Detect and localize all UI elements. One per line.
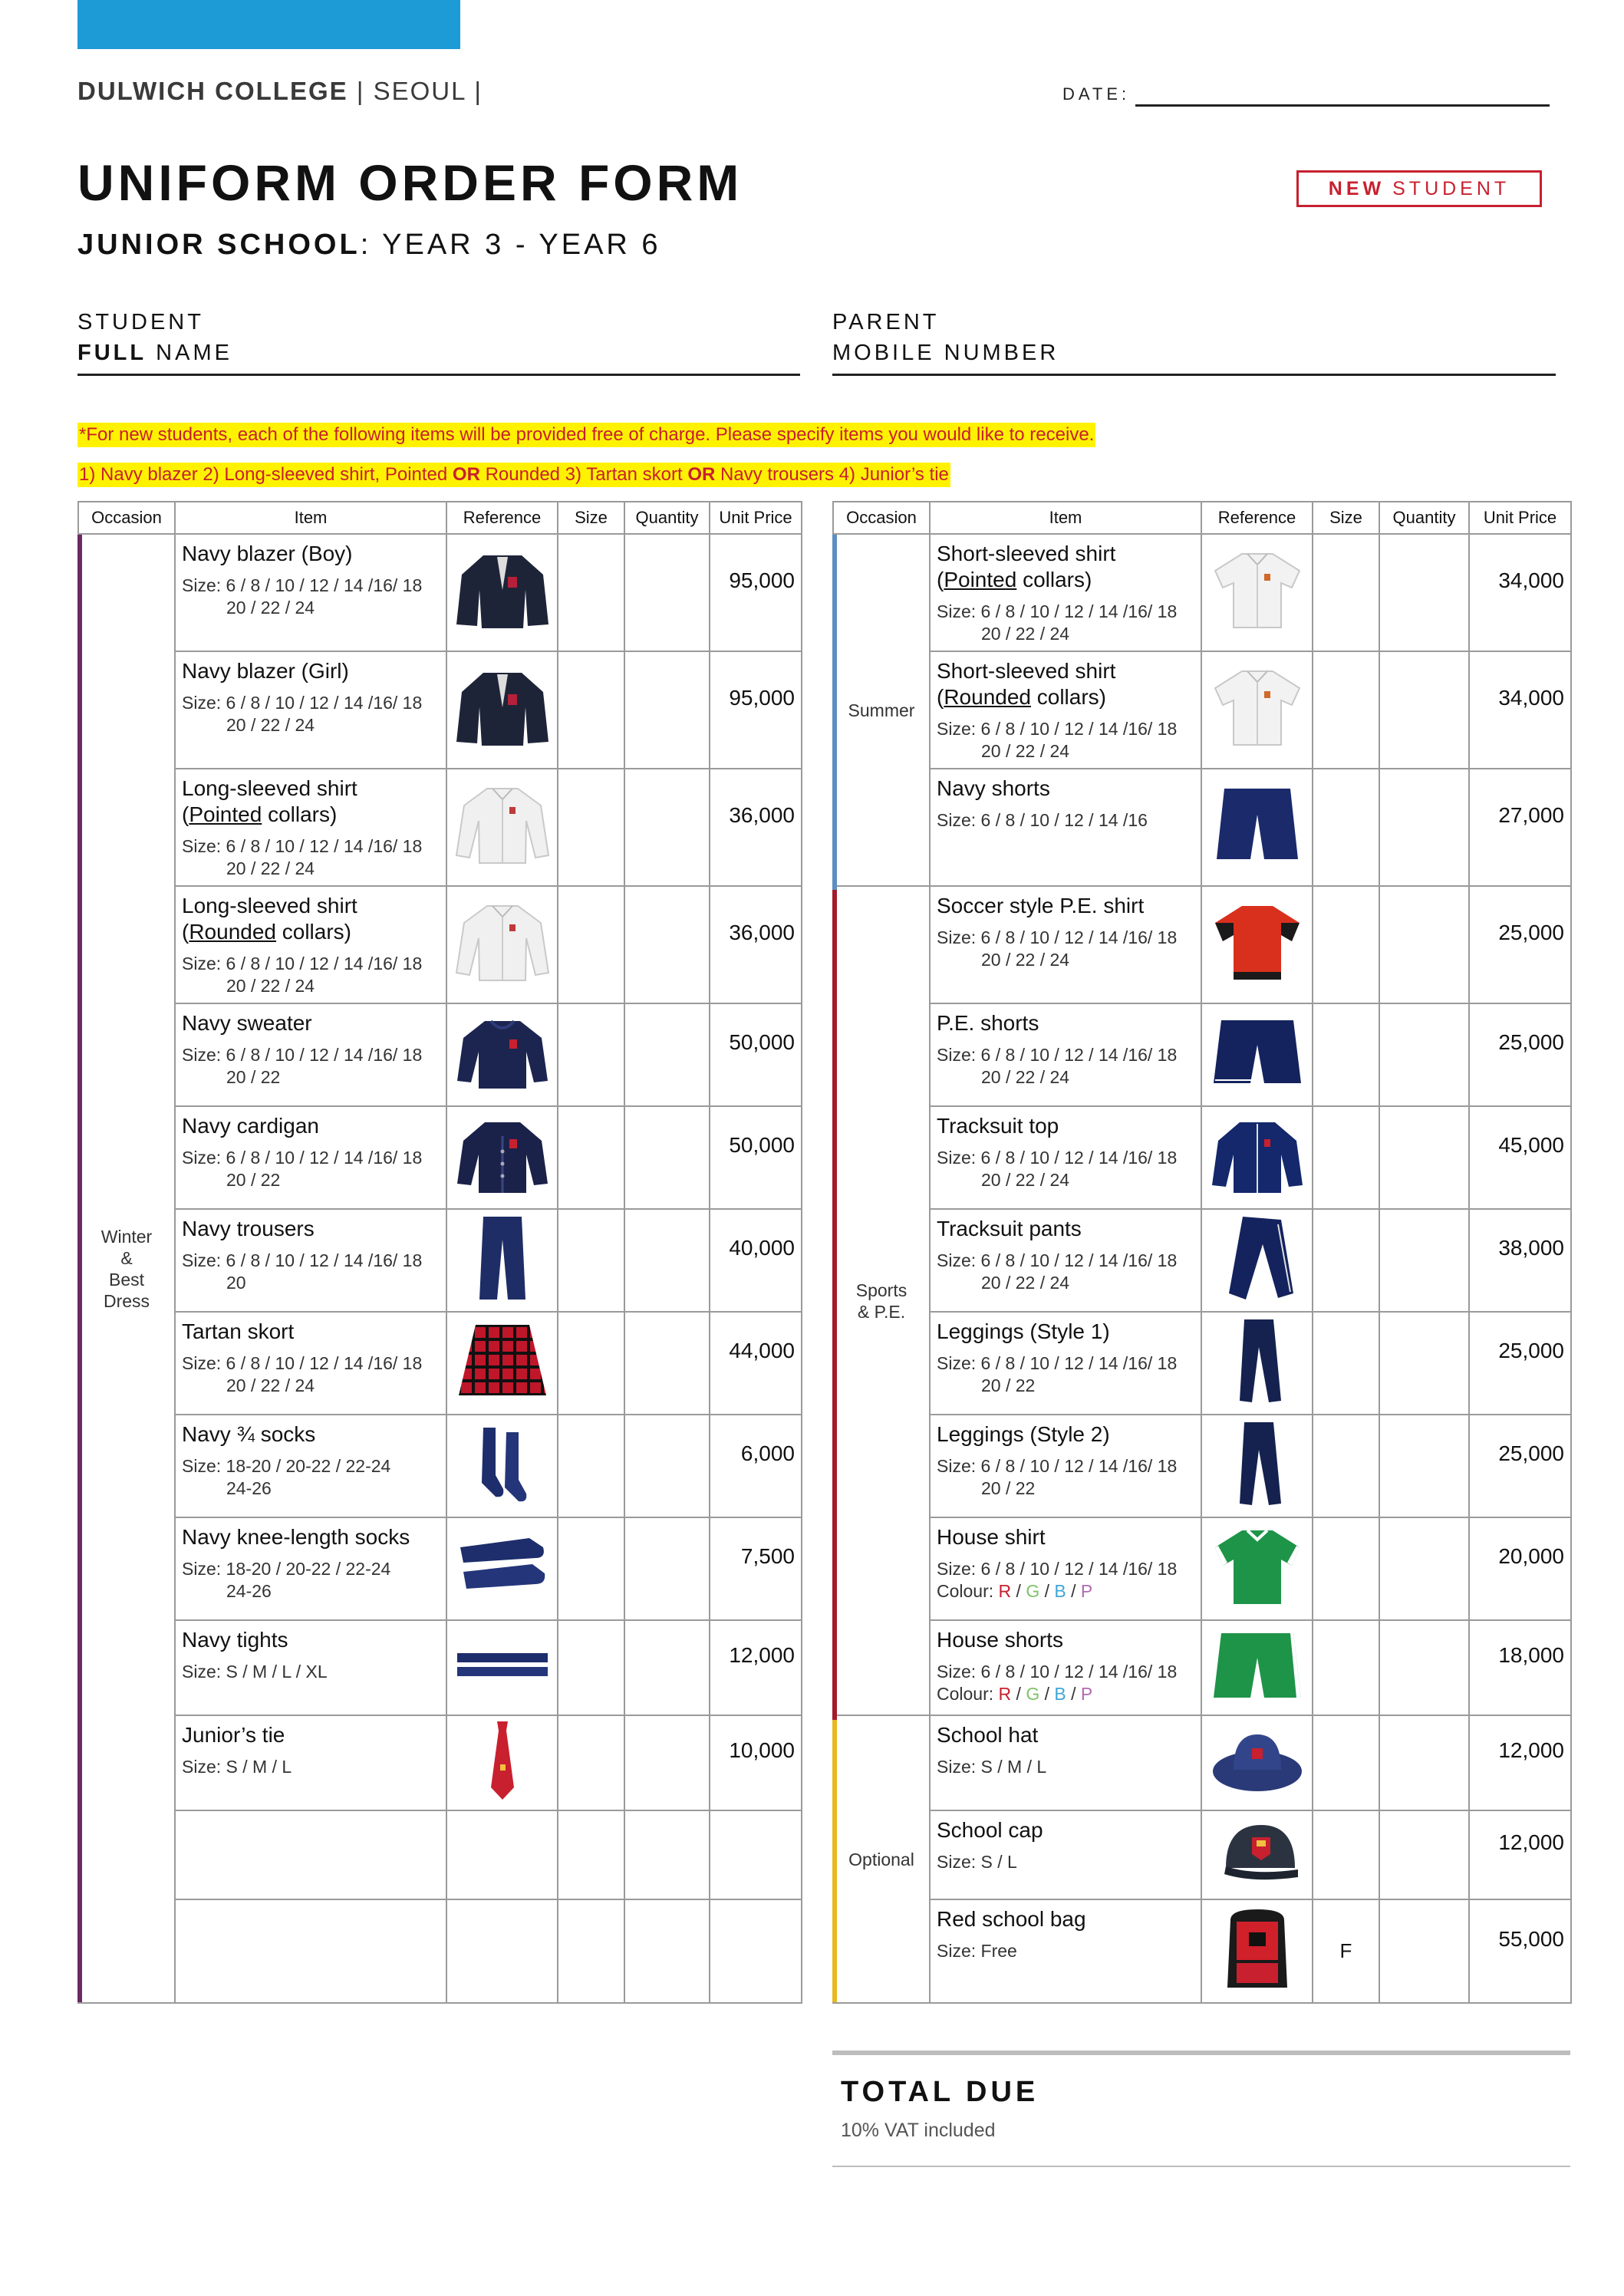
reference-image [446, 1415, 558, 1517]
item-cell [175, 1209, 446, 1312]
quantity-input[interactable] [624, 1810, 710, 1899]
quantity-input[interactable] [1379, 651, 1469, 769]
size-input[interactable] [558, 1106, 624, 1209]
unit-price: 12,000 [1469, 1715, 1571, 1810]
table-header-row [78, 502, 802, 534]
unit-price: 18,000 [1469, 1620, 1571, 1715]
reference-image [446, 1620, 558, 1715]
table-row [833, 1106, 1571, 1209]
size-input[interactable] [558, 1810, 624, 1899]
size-input[interactable] [1313, 1106, 1379, 1209]
unit-price: 55,000 [1469, 1899, 1571, 2003]
short-shirt-icon [1207, 614, 1307, 637]
quantity-input[interactable] [624, 651, 710, 769]
col-occasion: Occasion [833, 502, 930, 534]
occasion-sports: Sports & P.E. [833, 886, 930, 1715]
item-name: Navy blazer (Girl) [182, 659, 349, 683]
item-size: Size: 6 / 8 / 10 / 12 / 14 /16/ 18 20 / 22 [182, 1148, 423, 1190]
socks-icon [453, 1487, 552, 1510]
table-row [78, 1715, 802, 1810]
unit-price: 20,000 [1469, 1517, 1571, 1620]
table-row [833, 1209, 1571, 1312]
reference-image [1201, 1415, 1313, 1517]
unit-price: 25,000 [1469, 1415, 1571, 1517]
item-cell [930, 651, 1201, 769]
item-name: Long-sleeved shirt (Pointed collars) [182, 776, 357, 826]
item-name: Tracksuit pants [937, 1217, 1082, 1240]
item-cell [175, 534, 446, 651]
item-cell [175, 1620, 446, 1715]
pe-shorts-icon [1207, 1072, 1307, 1095]
col-occasion: Occasion [78, 502, 175, 534]
student-name-field[interactable] [77, 374, 800, 376]
vat-note: 10% VAT included [841, 2120, 996, 2141]
item-cell[interactable] [175, 1810, 446, 1899]
unit-price [710, 1899, 802, 2003]
size-input[interactable] [1313, 1517, 1379, 1620]
item-name: Tartan skort [182, 1319, 295, 1343]
item-name: Long-sleeved shirt (Rounded collars) [182, 894, 357, 944]
item-cell [175, 1312, 446, 1415]
total-bottom-rule [832, 2166, 1570, 2167]
short-shirt-icon [1207, 731, 1307, 754]
quantity-input[interactable] [624, 1106, 710, 1209]
winter-occasion-bar [77, 535, 82, 2002]
item-name: Leggings (Style 1) [937, 1319, 1110, 1343]
item-name: Navy ¾ socks [182, 1422, 316, 1446]
item-size: Size: 18-20 / 20-22 / 22-24 24-26 [182, 1456, 391, 1498]
item-name: Short-sleeved shirt (Pointed collars) [937, 542, 1116, 591]
item-size: Size: 6 / 8 / 10 / 12 / 14 /16/ 18 20 / 22 / 24 [937, 1045, 1178, 1087]
item-name: Short-sleeved shirt (Rounded collars) [937, 659, 1116, 709]
table-row [78, 1899, 802, 2003]
item-cell [930, 886, 1201, 1003]
quantity-input[interactable] [624, 1715, 710, 1810]
pe-shirt-icon [1207, 966, 1307, 989]
unit-price: 50,000 [710, 1003, 802, 1106]
item-cell [175, 1003, 446, 1106]
item-size: Size: 6 / 8 / 10 / 12 / 14 /16/ 18 20 / 22 / 24 [182, 836, 423, 878]
total-top-rule [832, 2051, 1570, 2055]
reference-image [446, 886, 558, 1003]
size-input[interactable] [558, 886, 624, 1003]
knee-socks-icon [453, 1590, 552, 1613]
quantity-input[interactable] [624, 1003, 710, 1106]
reference-image [1201, 1517, 1313, 1620]
size-input[interactable] [558, 1620, 624, 1715]
table-row [78, 1415, 802, 1517]
tights-icon [453, 1678, 552, 1701]
winter-order-table [77, 501, 802, 2004]
unit-price: 95,000 [710, 534, 802, 651]
item-size: Size: 6 / 8 / 10 / 12 / 14 /16/ 18 20 / 22 / 24 [937, 927, 1178, 970]
quantity-input[interactable] [1379, 1106, 1469, 1209]
size-input[interactable] [558, 1415, 624, 1517]
reference-image [1201, 1003, 1313, 1106]
quantity-input[interactable] [1379, 1517, 1469, 1620]
col-size: Size [1313, 502, 1379, 534]
unit-price: 12,000 [1469, 1810, 1571, 1899]
col-unit-price: Unit Price [710, 502, 802, 534]
item-size: Size: 18-20 / 20-22 / 22-24 24-26 [182, 1559, 391, 1601]
total-due-label: TOTAL DUE [841, 2076, 1039, 2108]
table-row [78, 1209, 802, 1312]
reference-image [1201, 886, 1313, 1003]
table-row [78, 534, 802, 651]
sports-occasion-bar [832, 890, 837, 1720]
item-size: Size: S / L [937, 1852, 1017, 1872]
table-row [833, 1003, 1571, 1106]
size-input[interactable] [558, 1209, 624, 1312]
long-shirt-icon [453, 848, 552, 871]
unit-price: 25,000 [1469, 1003, 1571, 1106]
table-row [833, 1899, 1571, 2003]
quantity-input[interactable] [1379, 1810, 1469, 1899]
backpack-icon [1207, 1975, 1307, 1998]
table-row [833, 886, 1571, 1003]
unit-price: 25,000 [1469, 1312, 1571, 1415]
unit-price: 12,000 [710, 1620, 802, 1715]
unit-price: 44,000 [710, 1312, 802, 1415]
parent-mobile-field[interactable] [832, 374, 1556, 376]
occasion-winter: Winter & Best Dress [78, 534, 175, 2003]
item-cell[interactable] [175, 1899, 446, 2003]
colour-option-g[interactable]: G [1026, 1684, 1040, 1704]
size-input[interactable] [558, 651, 624, 769]
table-row [833, 769, 1571, 886]
item-name: Navy cardigan [182, 1114, 319, 1138]
table-row [833, 1620, 1571, 1715]
col-size: Size [558, 502, 624, 534]
unit-price: 45,000 [1469, 1106, 1571, 1209]
item-size: Size: 6 / 8 / 10 / 12 / 14 /16/ 18 20 / 22 [937, 1456, 1178, 1498]
size-input[interactable] [558, 1715, 624, 1810]
table-row [78, 1003, 802, 1106]
tracksuit-pants-icon [1207, 1283, 1307, 1306]
item-name: Red school bag [937, 1907, 1086, 1931]
unit-price: 95,000 [710, 651, 802, 769]
unit-price: 34,000 [1469, 651, 1571, 769]
reference-image [446, 1003, 558, 1106]
reference-image [1201, 769, 1313, 886]
table-row [78, 651, 802, 769]
unit-price: 25,000 [1469, 886, 1571, 1003]
size-input[interactable] [558, 769, 624, 886]
reference-image [446, 1715, 558, 1810]
reference-image [446, 1517, 558, 1620]
unit-price: 38,000 [1469, 1209, 1571, 1312]
unit-price: 50,000 [710, 1106, 802, 1209]
quantity-input[interactable] [624, 1415, 710, 1517]
item-cell [930, 1620, 1201, 1715]
item-cell [930, 534, 1201, 651]
hat-icon [1207, 1780, 1307, 1804]
item-name: Navy knee-length socks [182, 1525, 410, 1549]
item-size: Size: Free [937, 1941, 1017, 1961]
item-cell [930, 1715, 1201, 1810]
page-subtitle: JUNIOR SCHOOL: YEAR 3 - YEAR 6 [77, 229, 661, 261]
item-cell [175, 651, 446, 769]
size-input[interactable] [1313, 651, 1379, 769]
house-shirt-icon [1207, 1590, 1307, 1613]
quantity-input[interactable] [624, 1312, 710, 1415]
table-row [78, 1810, 802, 1899]
size-input[interactable] [1313, 886, 1379, 1003]
reference-image [1201, 534, 1313, 651]
item-name: Navy tights [182, 1628, 288, 1652]
quantity-input[interactable] [1379, 769, 1469, 886]
quantity-input[interactable] [624, 1209, 710, 1312]
table-row [833, 1517, 1571, 1620]
unit-price: 10,000 [710, 1715, 802, 1810]
free-items-note: *For new students, each of the following items will be provided free of charge. Please specify items you would like to receive. [77, 423, 1095, 447]
quantity-input[interactable] [1379, 886, 1469, 1003]
date-label: DATE: [1062, 84, 1131, 104]
reference-image [446, 534, 558, 651]
quantity-input[interactable] [1379, 1312, 1469, 1415]
size-input[interactable] [1313, 1620, 1379, 1715]
free-items-list: 1) Navy blazer 2) Long-sleeved shirt, Pointed OR Rounded 3) Tartan skort OR Navy trousers 4) Junior’s tie [77, 463, 950, 487]
table-row [78, 1620, 802, 1715]
size-input[interactable] [1313, 1715, 1379, 1810]
item-cell [175, 1715, 446, 1810]
item-size: Size: 6 / 8 / 10 / 12 / 14 /16 [937, 810, 1148, 830]
size-input[interactable] [558, 1003, 624, 1106]
reference-image [1201, 1715, 1313, 1810]
quantity-input[interactable] [1379, 534, 1469, 651]
cap-icon [1207, 1873, 1307, 1896]
table-row [833, 1312, 1571, 1415]
reference-image [1201, 1209, 1313, 1312]
quantity-input[interactable] [624, 1620, 710, 1715]
table-row [833, 1415, 1571, 1517]
unit-price: 27,000 [1469, 769, 1571, 886]
item-cell [930, 1415, 1201, 1517]
item-cell [930, 1517, 1201, 1620]
size-input[interactable] [558, 534, 624, 651]
trousers-icon [453, 1283, 552, 1306]
table-row [78, 1312, 802, 1415]
size-input[interactable]: F [1313, 1899, 1379, 2003]
item-name: Navy trousers [182, 1217, 315, 1240]
item-name: House shirt [937, 1525, 1046, 1549]
table-row [78, 1106, 802, 1209]
long-shirt-icon [453, 966, 552, 989]
item-name: Junior’s tie [182, 1723, 285, 1747]
item-size: Size: 6 / 8 / 10 / 12 / 14 /16/ 18 20 / 22 / 24 [182, 693, 423, 735]
table-header-row [833, 502, 1571, 534]
reference-image [1201, 1899, 1313, 2003]
colour-option-p[interactable]: P [1080, 1581, 1093, 1601]
table-row [833, 1715, 1571, 1810]
item-cell [175, 769, 446, 886]
item-cell [175, 1106, 446, 1209]
item-name: P.E. shorts [937, 1011, 1039, 1035]
size-input[interactable] [1313, 1003, 1379, 1106]
cardigan-icon [453, 1179, 552, 1202]
reference-image [1201, 1106, 1313, 1209]
item-cell [930, 769, 1201, 886]
quantity-input[interactable] [1379, 1209, 1469, 1312]
reference-image [446, 769, 558, 886]
reference-image [446, 1899, 558, 2003]
item-name: Navy sweater [182, 1011, 312, 1035]
colour-option-r[interactable]: R [998, 1684, 1012, 1704]
item-cell [930, 1899, 1201, 2003]
colour-option-p[interactable]: P [1080, 1684, 1093, 1704]
item-size: Size: 6 / 8 / 10 / 12 / 14 /16/ 18 20 / 22 / 24 [937, 601, 1178, 644]
table-row [78, 769, 802, 886]
quantity-input[interactable] [1379, 1415, 1469, 1517]
col-reference: Reference [1201, 502, 1313, 534]
unit-price: 36,000 [710, 769, 802, 886]
table-row [78, 1517, 802, 1620]
reference-image [1201, 1620, 1313, 1715]
reference-image [1201, 651, 1313, 769]
item-cell [930, 1106, 1201, 1209]
blazer-icon [453, 731, 552, 754]
col-quantity: Quantity [1379, 502, 1469, 534]
table-row [833, 534, 1571, 651]
item-size: Size: 6 / 8 / 10 / 12 / 14 /16/ 18 20 / 22 / 24 [937, 719, 1178, 761]
size-input[interactable] [1313, 1810, 1379, 1899]
skort-icon [453, 1385, 552, 1408]
unit-price [710, 1810, 802, 1899]
leggings-icon [1207, 1386, 1307, 1409]
item-cell [930, 1312, 1201, 1415]
size-input[interactable] [1313, 1312, 1379, 1415]
size-input[interactable] [1313, 534, 1379, 651]
item-size: Size: 6 / 8 / 10 / 12 / 14 /16/ 18 20 / 22 [182, 1045, 423, 1087]
unit-price: 36,000 [710, 886, 802, 1003]
item-size: Size: 6 / 8 / 10 / 12 / 14 /16/ 18 20 / 22 [937, 1353, 1178, 1395]
quantity-input[interactable] [624, 886, 710, 1003]
size-input[interactable] [558, 1899, 624, 2003]
item-cell [930, 1810, 1201, 1899]
tracksuit-top-icon [1207, 1179, 1307, 1202]
table-row [833, 651, 1571, 769]
tie-icon [453, 1784, 552, 1807]
colour-option-b[interactable]: B [1054, 1684, 1066, 1704]
reference-image [446, 1312, 558, 1415]
quantity-input[interactable] [1379, 1620, 1469, 1715]
quantity-input[interactable] [1379, 1003, 1469, 1106]
item-size: Size: 6 / 8 / 10 / 12 / 14 /16/ 18 Colour: R / G / B / P [937, 1559, 1178, 1601]
reference-image [1201, 1312, 1313, 1415]
item-cell [175, 886, 446, 1003]
item-size: Size: 6 / 8 / 10 / 12 / 14 /16/ 18 20 / 22 / 24 [937, 1148, 1178, 1190]
summer-sports-order-table [832, 501, 1572, 2004]
quantity-input[interactable] [624, 534, 710, 651]
unit-price: 40,000 [710, 1209, 802, 1312]
item-size: Size: 6 / 8 / 10 / 12 / 14 /16/ 18 20 / 22 / 24 [182, 575, 423, 618]
sweater-icon [453, 1076, 552, 1099]
item-size: Size: 6 / 8 / 10 / 12 / 14 /16/ 18 20 / 22 / 24 [182, 1353, 423, 1395]
school-logo: DULWICH COLLEGE | SEOUL | [77, 77, 483, 105]
occasion-summer: Summer [833, 534, 930, 886]
item-size: Size: S / M / L [937, 1757, 1047, 1777]
reference-image [446, 1810, 558, 1899]
item-name: School cap [937, 1818, 1043, 1842]
item-cell [175, 1415, 446, 1517]
reference-image [446, 1209, 558, 1312]
reference-image [446, 651, 558, 769]
reference-image [1201, 1810, 1313, 1899]
item-name: House shorts [937, 1628, 1063, 1652]
quantity-input[interactable] [624, 1899, 710, 2003]
colour-option-r[interactable]: R [998, 1581, 1012, 1601]
unit-price: 7,500 [710, 1517, 802, 1620]
col-reference: Reference [446, 502, 558, 534]
quantity-input[interactable] [624, 1517, 710, 1620]
item-name: Navy shorts [937, 776, 1050, 800]
top-brand-bar [77, 0, 460, 49]
item-size: Size: S / M / L / XL [182, 1662, 328, 1682]
reference-image [446, 1106, 558, 1209]
unit-price: 6,000 [710, 1415, 802, 1517]
occasion-optional: Optional [833, 1715, 930, 2003]
item-size: Size: S / M / L [182, 1757, 292, 1777]
colour-option-b[interactable]: B [1054, 1581, 1066, 1601]
size-input[interactable] [1313, 769, 1379, 886]
item-cell [930, 1003, 1201, 1106]
summer-occasion-bar [832, 535, 837, 890]
item-cell [930, 1209, 1201, 1312]
size-input[interactable] [558, 1517, 624, 1620]
col-item: Item [930, 502, 1201, 534]
leggings-icon [1207, 1489, 1307, 1512]
house-shorts-icon [1207, 1685, 1307, 1708]
item-name: Leggings (Style 2) [937, 1422, 1110, 1446]
item-cell [175, 1517, 446, 1620]
quantity-input[interactable] [1379, 1715, 1469, 1810]
page-title: UNIFORM ORDER FORM [77, 154, 743, 211]
size-input[interactable] [558, 1312, 624, 1415]
blazer-icon [453, 614, 552, 637]
item-name: Soccer style P.E. shirt [937, 894, 1145, 917]
unit-price: 34,000 [1469, 534, 1571, 651]
item-size: Size: 6 / 8 / 10 / 12 / 14 /16/ 18 20 [182, 1250, 423, 1293]
quantity-input[interactable] [1379, 1899, 1469, 2003]
col-unit-price: Unit Price [1469, 502, 1571, 534]
item-size: Size: 6 / 8 / 10 / 12 / 14 /16/ 18 20 / 22 / 24 [937, 1250, 1178, 1293]
date-field[interactable] [1135, 104, 1550, 107]
table-row [78, 886, 802, 1003]
shorts-icon [1207, 848, 1307, 871]
item-size: Size: 6 / 8 / 10 / 12 / 14 /16/ 18 20 / 22 / 24 [182, 954, 423, 996]
item-name: Tracksuit top [937, 1114, 1059, 1138]
size-input[interactable] [1313, 1415, 1379, 1517]
item-name: Navy blazer (Boy) [182, 542, 353, 565]
size-input[interactable] [1313, 1209, 1379, 1312]
item-size: Size: 6 / 8 / 10 / 12 / 14 /16/ 18 Colour: R / G / B / P [937, 1662, 1178, 1704]
quantity-input[interactable] [624, 769, 710, 886]
table-row [833, 1810, 1571, 1899]
student-name-label: STUDENT FULL NAME [77, 310, 232, 365]
colour-option-g[interactable]: G [1026, 1581, 1040, 1601]
optional-occasion-bar [832, 1720, 837, 2002]
col-item: Item [175, 502, 446, 534]
parent-mobile-label: PARENT MOBILE NUMBER [832, 310, 1059, 365]
item-name: School hat [937, 1723, 1039, 1747]
new-student-badge: NEW STUDENT [1296, 170, 1542, 207]
col-quantity: Quantity [624, 502, 710, 534]
